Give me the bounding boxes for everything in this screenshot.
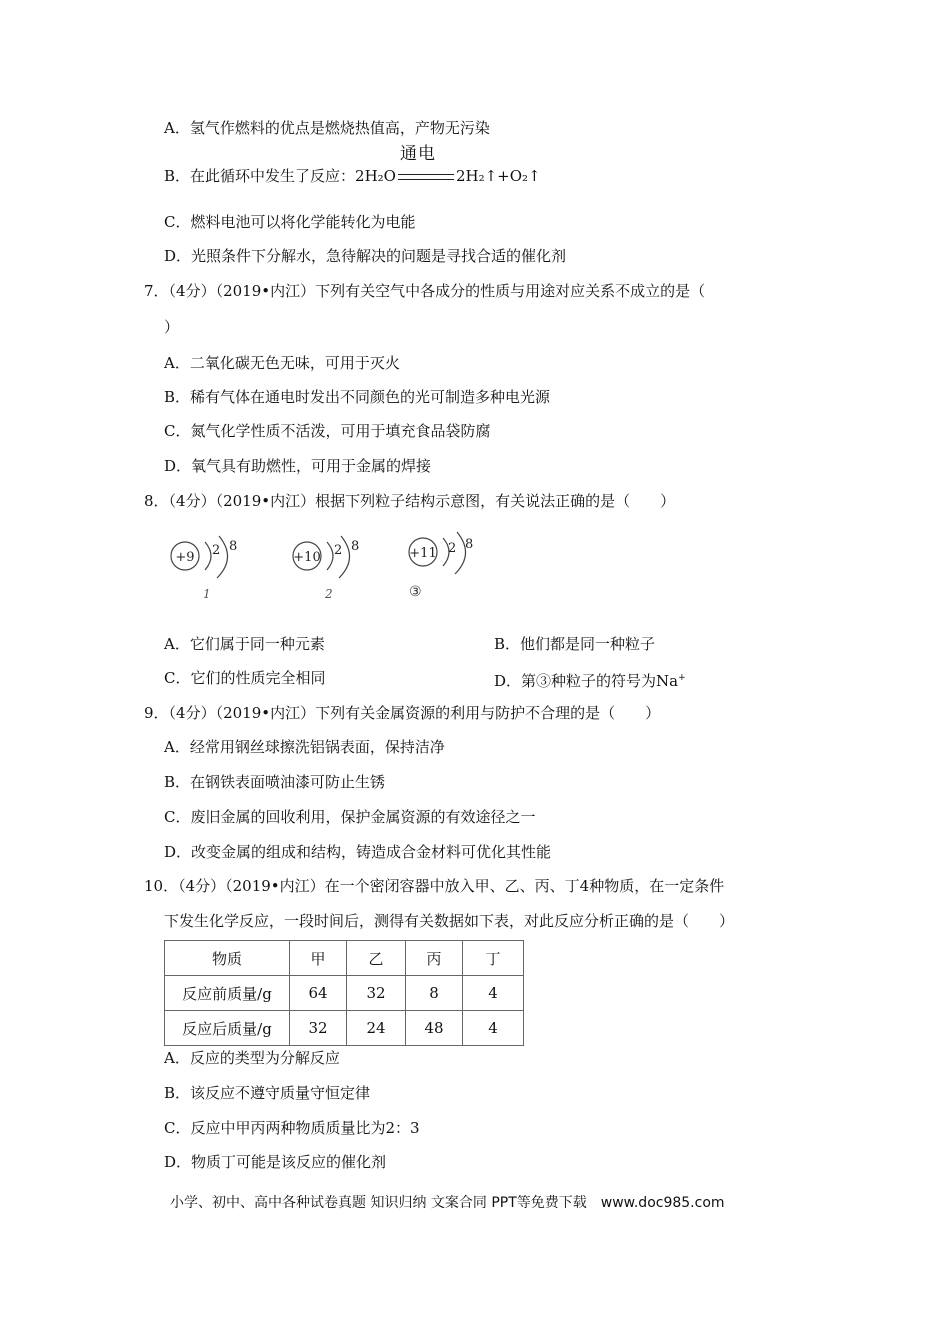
q7-option-a: A．二氧化碳无色无味，可用于灭火 <box>164 354 400 372</box>
mass-data-table <box>164 940 524 1046</box>
table-row <box>165 976 524 1011</box>
q6-option-c: C．燃料电池可以将化学能转化为电能 <box>164 213 416 231</box>
q8-option-b: B．他们都是同一种粒子 <box>494 635 656 653</box>
q8-stem: 8．（4分）（2019•内江）根据下列粒子结构示意图，有关说法正确的是（ ） <box>144 492 676 510</box>
q6-option-a: A．氢气作燃料的优点是燃烧热值高，产物无污染 <box>164 119 490 137</box>
table-row <box>165 1011 524 1046</box>
q10-option-d: D．物质丁可能是该反应的催化剂 <box>164 1153 387 1171</box>
atom-diagram-2 <box>293 536 359 601</box>
electron-shell-1 <box>327 542 333 570</box>
q7-option-c: C．氮气化学性质不活泼，可用于填充食品袋防腐 <box>164 422 491 440</box>
reaction-arrow <box>396 144 456 186</box>
q8-option-c: C．它们的性质完全相同 <box>164 669 326 687</box>
table-cell: 32 <box>347 976 406 1011</box>
q9-option-b: B．在钢铁表面喷油漆可防止生锈 <box>164 773 386 791</box>
nucleus-charge: +11 <box>409 546 437 561</box>
table-header-cell: 丙 <box>406 941 463 976</box>
atom-diagram-1 <box>171 536 237 601</box>
shell2-electrons: 8 <box>229 539 238 554</box>
q8-option-d <box>494 668 686 691</box>
table-cell: 8 <box>406 976 463 1011</box>
charge-superscript: + <box>678 673 686 683</box>
table-cell: 48 <box>406 1011 463 1046</box>
q9-option-d: D．改变金属的组成和结构，铸造成合金材料可优化其性能 <box>164 843 552 861</box>
atom-diagram-3 <box>409 532 473 600</box>
table-header-cell: 甲 <box>290 941 347 976</box>
q10-stem-line1: 10．（4分）（2019•内江）在一个密闭容器中放入甲、乙、丙、丁4种物质，在一定条件 <box>144 877 725 895</box>
q6-option-d: D．光照条件下分解水，急待解决的问题是寻找合适的催化剂 <box>164 247 567 265</box>
shell2-electrons: 8 <box>351 539 360 554</box>
q7-option-b: B．稀有气体在通电时发出不同颜色的光可制造多种电光源 <box>164 388 551 406</box>
q10-stem-line2: 下发生化学反应，一段时间后，测得有关数据如下表，对此反应分析正确的是（ ） <box>164 912 735 930</box>
table-cell: 4 <box>463 976 524 1011</box>
particle-structure-diagrams <box>165 530 495 602</box>
q7-option-d: D．氧气具有助燃性，可用于金属的焊接 <box>164 457 432 475</box>
electron-shell-2 <box>455 532 466 574</box>
shell1-electrons: 2 <box>212 543 221 558</box>
table-header-cell: 物质 <box>165 941 290 976</box>
q7-stem-end: ） <box>164 318 180 336</box>
q10-option-c: C．反应中甲丙两种物质质量比为2：3 <box>164 1119 420 1137</box>
q10-option-b: B．该反应不遵守质量守恒定律 <box>164 1084 371 1102</box>
electron-shell-1 <box>205 542 211 570</box>
shell1-electrons: 2 <box>448 541 457 556</box>
q9-option-a: A．经常用钢丝球擦洗铝锅表面，保持洁净 <box>164 738 445 756</box>
diagram-label: ③ <box>409 584 422 600</box>
q8-option-a: A．它们属于同一种元素 <box>164 635 325 653</box>
q9-option-c: C．废旧金属的回收利用，保护金属资源的有效途径之一 <box>164 808 536 826</box>
q8-option-d-text: D．第③种粒子的符号为Na <box>494 672 679 690</box>
table-cell: 反应后质量/g <box>165 1011 290 1046</box>
reaction-condition: 通电 <box>399 144 436 164</box>
shell1-electrons: 2 <box>334 543 343 558</box>
page-footer: 小学、初中、高中各种试卷真题 知识归纳 文案合同 PPT等免费下载 www.doc985.com <box>170 1195 725 1211</box>
q6-option-b <box>164 144 541 186</box>
table-cell: 32 <box>290 1011 347 1046</box>
table-cell: 64 <box>290 976 347 1011</box>
table-cell: 反应前质量/g <box>165 976 290 1011</box>
equals-sign <box>398 174 454 180</box>
table-cell: 24 <box>347 1011 406 1046</box>
table-header-row <box>165 941 524 976</box>
q6-option-b-suffix: 2H₂↑+O₂↑ <box>455 167 541 185</box>
table-header-cell: 乙 <box>347 941 406 976</box>
q6-option-b-prefix: B．在此循环中发生了反应：2H₂O <box>164 167 396 185</box>
table-header-cell: 丁 <box>463 941 524 976</box>
q7-stem: 7．（4分）（2019•内江）下列有关空气中各成分的性质与用途对应关系不成立的是（ <box>144 282 706 300</box>
q9-stem: 9．（4分）（2019•内江）下列有关金属资源的利用与防护不合理的是（ ） <box>144 704 661 722</box>
table-cell: 4 <box>463 1011 524 1046</box>
shell2-electrons: 8 <box>465 537 474 552</box>
nucleus-charge: +9 <box>175 550 195 565</box>
diagram-label: 2 <box>325 587 333 601</box>
nucleus-charge: +10 <box>293 550 321 565</box>
q10-option-a: A．反应的类型为分解反应 <box>164 1049 340 1067</box>
diagram-label: 1 <box>203 587 211 601</box>
